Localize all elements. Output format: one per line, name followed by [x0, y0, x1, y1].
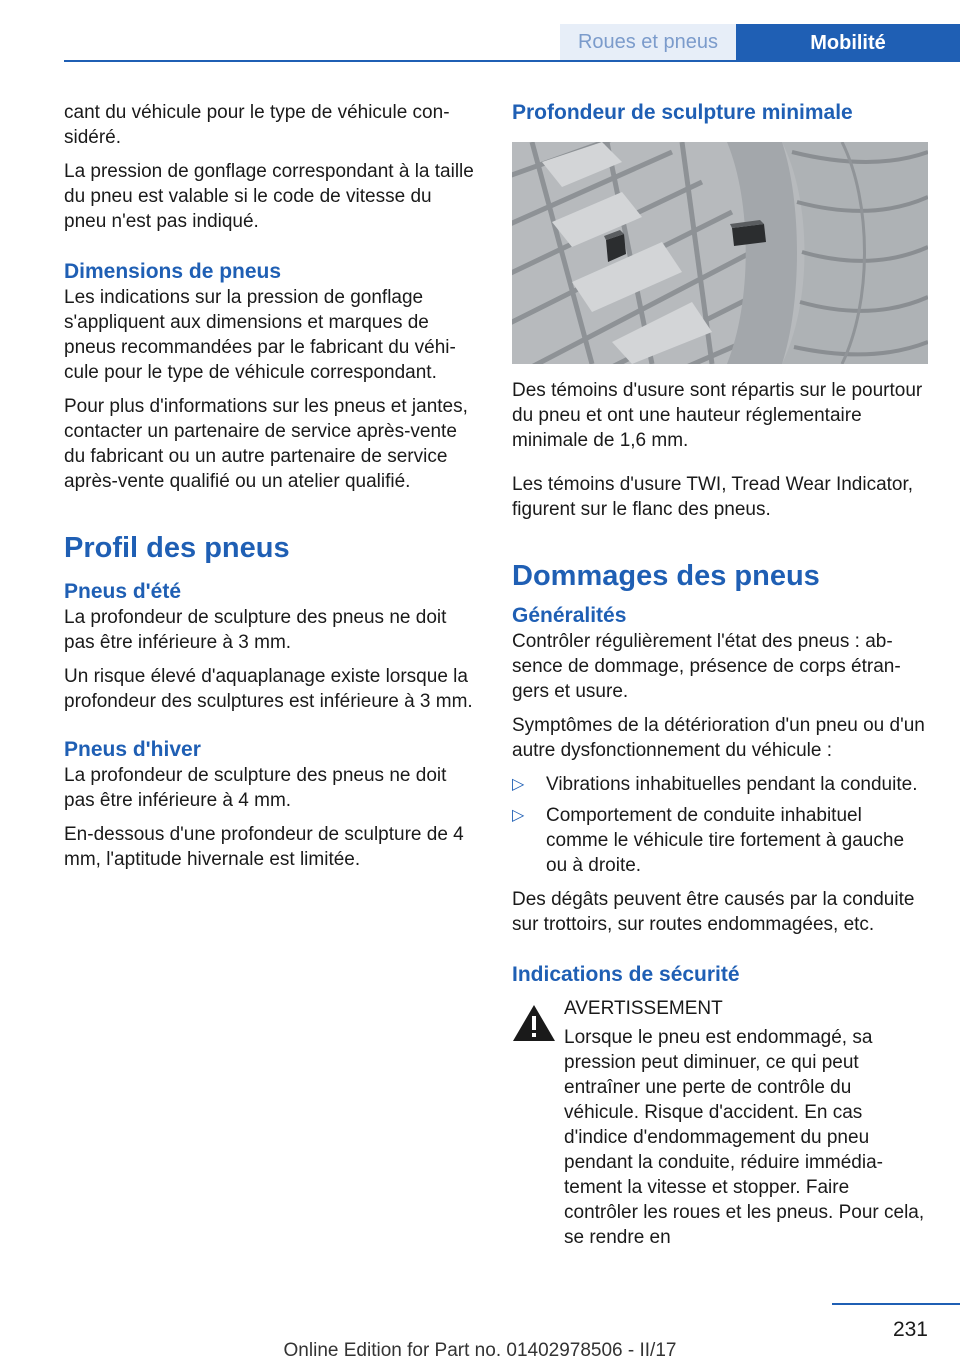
warning-triangle-icon	[512, 1004, 556, 1042]
heading-hiver: Pneus d'hiver	[64, 738, 201, 761]
warning-block	[512, 996, 928, 1250]
list-item	[512, 803, 928, 878]
list-item-text: Vibrations inhabituelles pendant la conduite.	[546, 774, 918, 795]
edition-footer: Online Edition for Part no. 01402978506 - II/17	[283, 1340, 677, 1361]
paragraph: Les indications sur la pression de gonflage s'appliquent aux dimensions et marques de pneus recommandées par le fabricant du véhicule pour le type de véhicule correspondant.	[64, 287, 456, 383]
paragraph: Des témoins d'usure sont répartis sur le pourtour du pneu et ont une hauteur réglementaire minimale de 1,6 mm.	[512, 380, 923, 451]
right-column	[512, 100, 928, 1250]
paragraph: Contrôler régulièrement l'état des pneus : absence de dommage, présence de corps étrangers et usure.	[512, 631, 901, 702]
heading-profil: Profil des pneus	[64, 532, 290, 564]
page-number: 231	[892, 1318, 928, 1341]
paragraph: Symptômes de la détérioration d'un pneu ou d'un autre dysfonctionnement du véhicule :	[512, 715, 925, 761]
paragraph: Des dégâts peuvent être causés par la conduite sur trottoirs, sur routes endommagées, etc.	[512, 889, 915, 935]
header-rule	[64, 60, 960, 62]
bullet-triangle-icon: ▷	[512, 776, 525, 793]
paragraph: En-dessous d'une profondeur de sculpture de 4 mm, l'aptitude hivernale est limitée.	[64, 824, 464, 870]
bullet-triangle-icon: ▷	[512, 807, 525, 824]
heading-securite: Indications de sécurité	[512, 963, 740, 986]
paragraph: La pression de gonflage correspondant à la taille du pneu est valable si le code de vitesse du pneu n'est pas indiqué.	[64, 161, 474, 232]
heading-profondeur: Profondeur de sculpture minimale	[512, 101, 853, 124]
paragraph: La profondeur de sculpture des pneus ne doit pas être inférieure à 4 mm.	[64, 765, 447, 811]
paragraph: Les témoins d'usure TWI, Tread Wear Indicator, figurent sur le flanc des pneus.	[512, 474, 914, 520]
heading-generalites: Généralités	[512, 604, 627, 627]
footer-rule	[832, 1303, 960, 1305]
paragraph: Pour plus d'informations sur les pneus et jantes, contacter un partenaire de service après-vente du fabricant ou un autre partenaire de service après-vente qualifié ou un atelier qualifié.	[64, 396, 468, 492]
section-tab: Roues et pneus	[560, 24, 736, 60]
heading-dimensions: Dimensions de pneus	[64, 260, 282, 283]
list-item-text: Comportement de conduite inhabituel comme le véhicule tire fortement à gauche ou à droite.	[546, 805, 905, 876]
tread-wear-image	[512, 142, 928, 364]
paragraph: La profondeur de sculpture des pneus ne doit pas être inférieure à 3 mm.	[64, 607, 447, 653]
heading-ete: Pneus d'été	[64, 580, 182, 603]
symptom-list	[512, 772, 928, 878]
left-column	[64, 100, 476, 881]
warning-body: Lorsque le pneu est endommagé, sa pression peut diminuer, ce qui peut entraîner une perte de contrôle du véhicule. Risque d'accident. En cas d'indice d'endommagement du pneu pendant la conduite, réduire immédiatement la vitesse et stopper. Faire contrôler les roues et les pneus. Pour cela, se rendre en	[564, 1027, 925, 1248]
heading-dommages: Dommages des pneus	[512, 560, 820, 592]
list-item	[512, 772, 928, 797]
page-header	[0, 0, 960, 62]
chapter-tab: Mobilité	[736, 24, 960, 62]
warning-title: AVERTISSEMENT	[564, 998, 723, 1019]
paragraph: Un risque élevé d'aquaplanage existe lorsque la profondeur des sculptures est inférieure à 3 mm.	[64, 666, 473, 712]
paragraph: cant du véhicule pour le type de véhicule considéré.	[64, 102, 450, 148]
